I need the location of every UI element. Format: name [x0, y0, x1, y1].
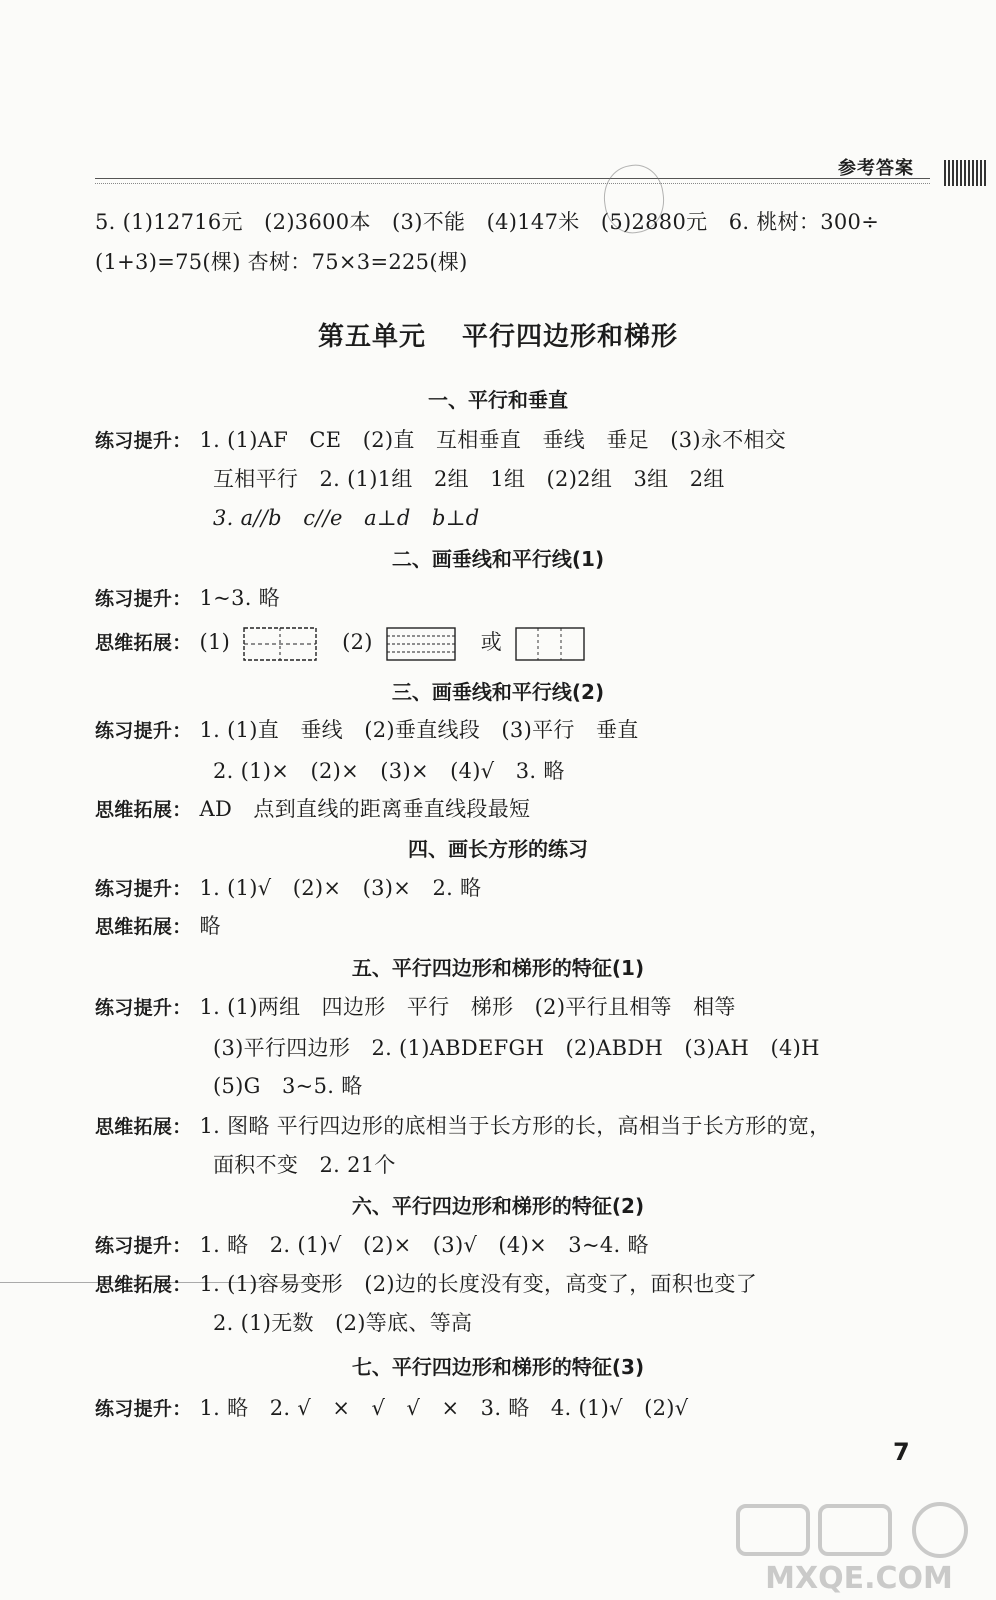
rectangle-figure-1: [243, 627, 317, 661]
line-text: 1. 图略 平行四边形的底相当于长方形的长，高相当于长方形的宽，: [199, 1114, 831, 1138]
section-title-6: 六、平行四边形和梯形的特征(2): [351, 1194, 645, 1218]
section-title-1: 一、平行和垂直: [428, 388, 568, 412]
line-text: 1~3. 略: [199, 586, 280, 610]
line-label: 思维拓展：: [95, 799, 192, 821]
section-1-line-3: 3. a//b c//e a⊥d b⊥d: [213, 506, 480, 530]
section-5-line-2: (3)平行四边形 2. (1)ABDEFGH (2)ABDH (3)AH (4)H: [213, 1036, 820, 1060]
page-number: 7: [893, 1438, 910, 1466]
line-label: 练习提升：: [95, 720, 192, 742]
watermark-logo: [724, 1500, 994, 1595]
section-6-line-3: 2. (1)无数 (2)等底、等高: [213, 1311, 473, 1335]
line-label: 练习提升：: [95, 1235, 192, 1257]
line-label: 思维拓展：: [95, 1116, 192, 1138]
section-4-line-1: [95, 872, 481, 902]
line-text: 略: [199, 914, 221, 938]
section-title-4: 四、画长方形的练习: [408, 837, 588, 861]
top-line-2: (1+3)=75(棵) 杏树：75×3=225(棵): [95, 250, 468, 274]
line-text: 1. (1)AF CE (2)直 互相垂直 垂线 垂足 (3)永不相交: [199, 428, 787, 452]
section-title-7: 七、平行四边形和梯形的特征(3): [351, 1355, 645, 1379]
section-title-3: 三、画垂线和平行线(2): [391, 680, 605, 704]
figure-label-1: (1): [199, 630, 231, 654]
line-label: 练习提升：: [95, 878, 192, 900]
line-label: 练习提升：: [95, 588, 192, 610]
line-label: 练习提升：: [95, 1398, 192, 1420]
line-label: 思维拓展：: [95, 916, 192, 938]
line-label: 思维拓展：: [95, 632, 192, 654]
section-5-line-3: (5)G 3~5. 略: [213, 1074, 363, 1098]
section-2-line-1: [95, 582, 280, 612]
line-label: 练习提升：: [95, 430, 192, 452]
section-6-line-1: [95, 1229, 649, 1259]
rectangle-figure-3: [515, 627, 585, 661]
figure-label-2: (2): [342, 630, 373, 654]
section-4-line-2: [95, 910, 221, 940]
line-label: 练习提升：: [95, 997, 192, 1019]
section-title-5: 五、平行四边形和梯形的特征(1): [351, 956, 645, 980]
section-7-line-1: [95, 1392, 688, 1422]
section-3-line-2: 2. (1)× (2)× (3)× (4)√ 3. 略: [213, 759, 565, 783]
section-6-line-2: [95, 1268, 757, 1298]
line-text: 1. 略 2. (1)√ (2)× (3)√ (4)× 3~4. 略: [199, 1233, 649, 1257]
section-5-line-4: [95, 1110, 831, 1140]
header-label: 参考答案: [838, 158, 914, 179]
line-label: 思维拓展：: [95, 1274, 192, 1296]
section-5-line-5: 面积不变 2. 21个: [213, 1153, 396, 1177]
watermark-text: MXQE.COM: [765, 1561, 953, 1595]
header-bars-decoration: [944, 160, 986, 186]
section-5-line-1: [95, 991, 736, 1021]
line-text: 1. (1)直 垂线 (2)垂直线段 (3)平行 垂直: [199, 718, 639, 742]
or-text: 或: [480, 630, 503, 654]
section-1-line-1: [95, 424, 786, 454]
rectangle-figure-2: [386, 627, 456, 661]
header-rule: [95, 178, 930, 179]
line-text: 1. (1)容易变形 (2)边的长度没有变，高变了，面积也变了: [199, 1272, 758, 1296]
top-line-1: 5. (1)12716元 (2)3600本 (3)不能 (4)147米 (5)2880元 6. 桃树：300÷: [95, 210, 880, 234]
line-text: AD 点到直线的距离垂直线段最短: [199, 797, 531, 821]
line-text: 1. (1)两组 四边形 平行 梯形 (2)平行且相等 相等: [199, 995, 736, 1019]
section-3-line-1: [95, 714, 639, 744]
header-rule-dotted: [95, 183, 930, 184]
section-2-figures-line: [95, 626, 603, 661]
section-3-line-3: [95, 793, 530, 823]
line-text: 1. (1)√ (2)× (3)× 2. 略: [199, 876, 482, 900]
line-text: 1. 略 2. √ × √ √ × 3. 略 4. (1)√ (2)√: [199, 1396, 689, 1420]
section-1-line-2: 互相平行 2. (1)1组 2组 1组 (2)2组 3组 2组: [213, 467, 725, 491]
section-title-2: 二、画垂线和平行线(1): [391, 547, 605, 571]
unit-title: 第五单元 平行四边形和梯形: [317, 322, 679, 352]
